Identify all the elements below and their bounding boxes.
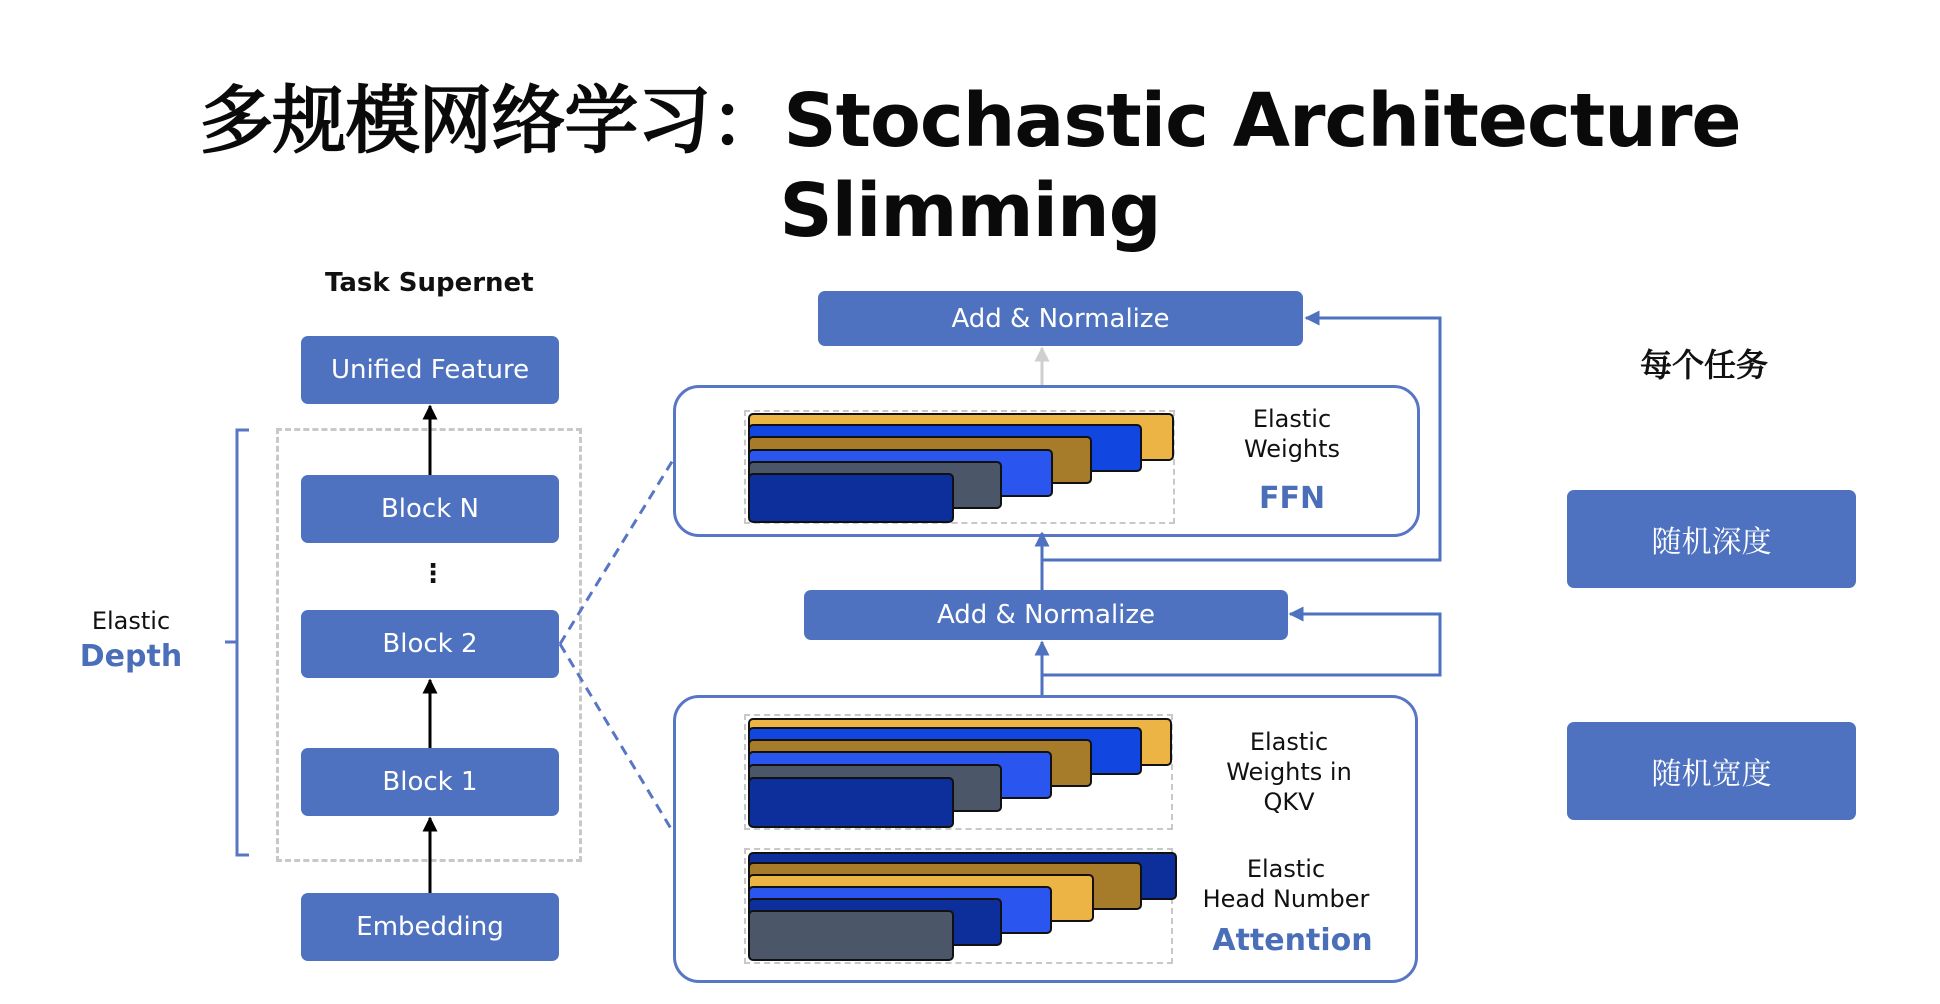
unified-feature-box: Unified Feature [301, 336, 559, 404]
block-1-box: Block 1 [301, 748, 559, 816]
embedding-box: Embedding [301, 893, 559, 961]
ellipsis-dots: ⋮ [420, 559, 446, 589]
ffn-label: FFN [1258, 481, 1326, 516]
qkv-line1: Elastic [1249, 728, 1329, 756]
qkv-line2: Weights in [1226, 758, 1352, 786]
zoom-line-lower [560, 644, 673, 832]
head-line2: Head Number [1202, 885, 1370, 913]
random-depth-box: 随机深度 [1567, 490, 1856, 588]
add-normalize-mid-box: Add & Normalize [804, 590, 1288, 640]
residual-bottom-loop [1042, 614, 1440, 675]
block-2-box: Block 2 [301, 610, 559, 678]
depth-label: Depth [79, 639, 183, 674]
add-normalize-top-box: Add & Normalize [818, 291, 1303, 346]
qkv-line3: QKV [1263, 788, 1315, 816]
depth-bracket [237, 430, 249, 855]
random-width-box: 随机宽度 [1567, 722, 1856, 820]
page-title: 多规模网络学习：Stochastic Architecture Slimming [199, 78, 1741, 254]
block-n-box: Block N [301, 475, 559, 543]
ffn-elastic-line1: Elastic [1252, 405, 1332, 433]
zoom-line-upper [560, 460, 673, 644]
per-task-heading: 每个任务 [1640, 346, 1769, 384]
attention-label: Attention [1212, 923, 1373, 958]
residual-top-loop [1042, 318, 1440, 560]
head-line1: Elastic [1246, 855, 1326, 883]
ffn-elastic-line2: Weights [1243, 435, 1341, 463]
elastic-depth-label: Elastic [91, 607, 171, 635]
task-supernet-heading: Task Supernet [325, 268, 534, 298]
